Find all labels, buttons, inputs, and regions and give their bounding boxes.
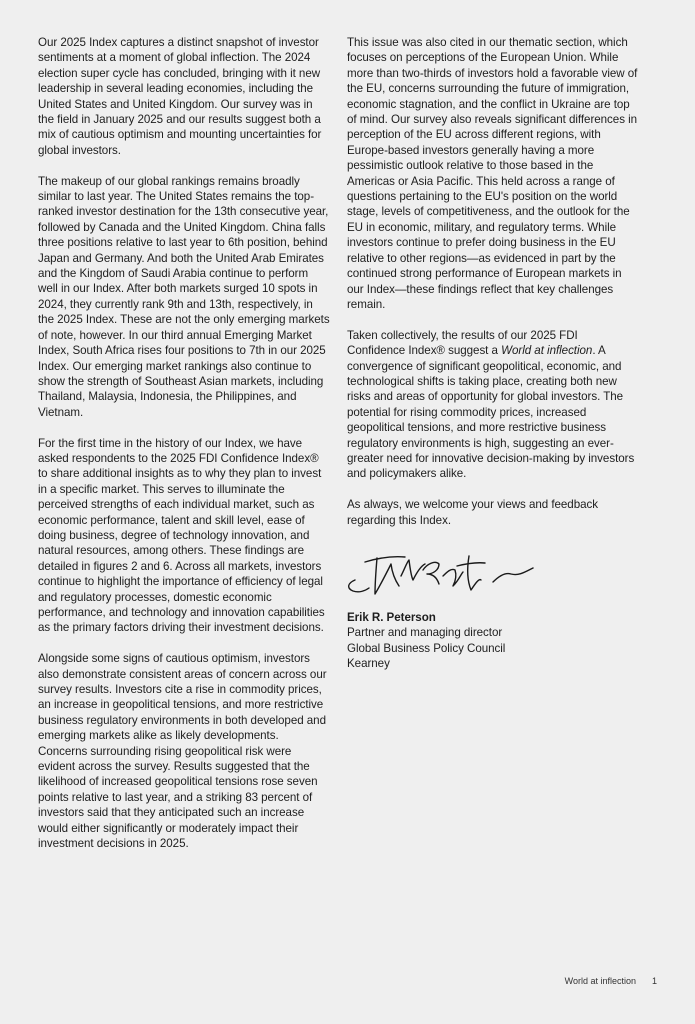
intro-paragraph: Our 2025 Index captures a distinct snapshot of investor sentiments at a moment of global inflection. The 2024 election super cycle has concluded, bringing with it new leadership in several leading economies, including the United States and United Kingdom. Our survey was in the field in January 2025 and our results suggest both a mix of cautious optimism and mounting uncertainties for global investors. [38, 36, 322, 157]
concerns-paragraph: Alongside some signs of cautious optimism, investors also demonstrate consistent areas of concern across our survey results. Investors cite a rise in commodity prices, an increase in geopolitical tensions, and more restrictive business regulatory environments in both developed and emerging markets alike as likely developments. Concerns surrounding rising geopolitical risk were evident across the survey. Results suggested that the likelihood of increased geopolitical tensions rose seven points relative to last year, and a striking 83 percent of investors said that they anticipated such an increase would either significantly or moderately impact their investment decisions in 2025. [38, 652, 327, 851]
footer-title: World at inflection [564, 976, 636, 986]
page-footer [565, 976, 657, 986]
rankings-paragraph: The makeup of our global rankings remains broadly similar to last year. The United States remains the top-ranked investor destination for the 13th consecutive year, followed by Canada and the United Kingdom. China falls three positions relative to last year to 6th position, behind Japan and Germany. And both the United Arab Emirates and the Kingdom of Saudi Arabia continue to perform well in our Index. After both markets surged 10 spots in 2024, they currently rank 9th and 13th, respectively, in the 2025 Index. These are not the only emerging markets of note, however. In our third annual Emerging Market Index, South Africa rises four positions to 7th in our 2025 Index. Our emerging market rankings also continue to show the strength of Southeast Asian markets, including Thailand, Malaysia, Indonesia, the Philippines, and Vietnam. [38, 174, 330, 419]
signature [343, 550, 553, 598]
conclusion-paragraph: Taken collectively, the results of our 2025 FDI Confidence Index® suggest a World at inflection. A convergence of significant geopolitical, economic, and technological shifts is taking place, creating both new risks and areas of opportunity for global investors. The potential for rising commodity prices, increased geopolitical tensions, and more restrictive business regulatory environments is high, suggesting an ever-greater need for innovative decision-making by investors and policymakers alike. [347, 328, 635, 481]
left-column [38, 35, 330, 867]
signatory-block [347, 610, 639, 672]
page-number: 1 [651, 976, 657, 986]
report-title-italic: World at inflection [501, 344, 593, 358]
signatory-company: Kearney [347, 657, 390, 671]
signatory-name: Erik R. Peterson [347, 610, 436, 624]
right-column [347, 35, 639, 672]
insights-paragraph: For the first time in the history of our Index, we have asked respondents to the 2025 FDI Confidence Index® to share additional insights as to why they plan to invest in a specific market. This serves to illuminate the perceived strengths of each individual market, such as economic performance, talent and skill level, ease of doing business, degree of technology innovation, and natural resources, among others. These findings are detailed in figures 2 and 6. Across all markets, investors continue to highlight the importance of efficiency of legal and regulatory processes, domestic economic performance, and technology and innovation capabilities as the primary factors driving their investment decisions. [38, 436, 325, 635]
feedback-paragraph: As always, we welcome your views and feedback regarding this Index. [347, 498, 598, 527]
signatory-title: Partner and managing director [347, 626, 503, 640]
eu-paragraph: This issue was also cited in our thematic section, which focuses on perceptions of the European Union. While more than two-thirds of investors hold a favorable view of the EU, concerns surrounding the future of immigration, economic stagnation, and the conflict in Ukraine are top of mind. Our survey also reveals significant differences in perception of the EU across different regions, with Europe-based investors generally having a more pessimistic outlook relative to those based in the Americas or Asia Pacific. This held across a range of questions pertaining to the EU's position on the world stage, levels of competitiveness, and the outlook for the EU in economic, military, and regulatory terms. While investors continue to prefer doing business in the EU relative to other regions—as evidenced in part by the continued strong performance of European markets in our Index—these findings reflect that key challenges remain. [347, 36, 638, 311]
signatory-department: Global Business Policy Council [347, 641, 506, 655]
